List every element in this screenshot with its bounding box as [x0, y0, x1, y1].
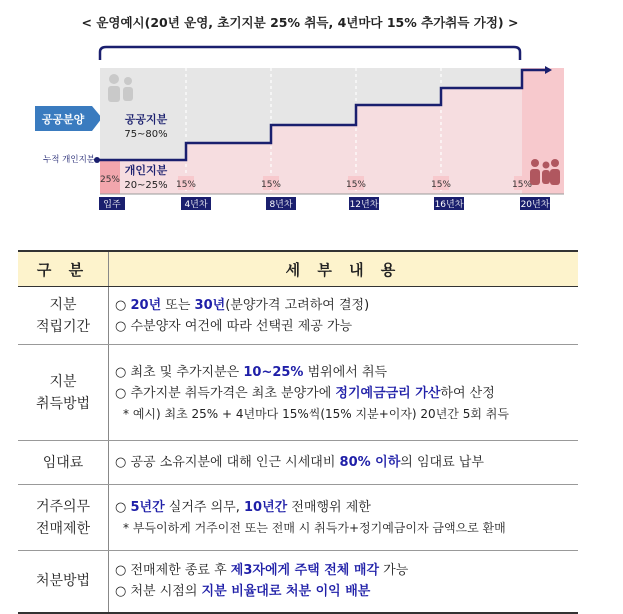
table-row — [18, 287, 578, 345]
step-pct-label: 15% — [345, 180, 367, 190]
step-pct-label: 15% — [511, 180, 533, 190]
detail-text: 추가지분 취득가격은 최초 분양가에 — [130, 385, 336, 401]
row-details — [109, 485, 579, 551]
period-label: 8년차 — [269, 200, 293, 210]
detail-text: 의 임대료 납부 — [400, 455, 484, 470]
bullet-icon: ○ — [115, 563, 131, 579]
row-details — [109, 551, 579, 613]
table-header-row — [18, 251, 578, 287]
step-pct-label: 15% — [175, 180, 197, 190]
row-category-line: 전매제한 — [35, 520, 91, 537]
detail-line — [115, 362, 578, 383]
period-label: 12년차 — [349, 200, 379, 210]
row-category — [18, 287, 109, 345]
detail-text: 하여 산정 — [440, 385, 495, 401]
header-category: 구 분 — [18, 251, 109, 287]
row-category-line: 취득방법 — [35, 395, 91, 412]
bullet-icon: ○ — [115, 500, 131, 515]
row-category — [18, 485, 109, 551]
period-label: 20년차 — [520, 200, 550, 210]
detail-text: 전매제한 종료 후 — [130, 563, 231, 579]
table-row — [18, 441, 578, 485]
period-label: 4년차 — [184, 200, 208, 210]
row-details — [109, 287, 579, 345]
detail-text: 범위에서 취득 — [303, 364, 388, 380]
detail-text: 가능 — [379, 563, 409, 579]
bullet-icon: ○ — [115, 297, 131, 313]
highlight-text: 제3자에게 주택 전체 매각 — [230, 563, 380, 579]
detail-line — [115, 560, 578, 581]
detail-line — [115, 452, 578, 473]
highlight-text: 10~25% — [243, 364, 304, 380]
step-pct-label: 15% — [260, 180, 282, 190]
bullet-icon: ○ — [115, 385, 131, 401]
highlight-text: 5년간 — [130, 500, 165, 515]
cumulative-private-label: 누적 개인지분 — [43, 155, 95, 165]
highlight-text: 20년 — [130, 297, 162, 313]
table-body — [18, 287, 578, 613]
bullet-icon: ○ — [115, 318, 131, 334]
table-row — [18, 551, 578, 613]
private-share-label: 개인지분 — [124, 164, 168, 177]
detail-text: 최초 및 추가지분은 — [130, 364, 244, 380]
bullet-icon: ○ — [115, 584, 131, 600]
row-category-line: 임대료 — [42, 454, 84, 471]
row-category — [18, 345, 109, 441]
public-sale-tag-label: 공공분양 — [41, 113, 85, 126]
detail-line — [115, 295, 578, 316]
row-category-line: 적립기간 — [35, 318, 91, 335]
detail-text: 처분 시점의 — [130, 584, 202, 600]
detail-note: * 부득이하게 거주이전 또는 전매 시 취득가+정기예금이자 금액으로 환매 — [123, 521, 506, 535]
row-details — [109, 345, 579, 441]
row-category — [18, 441, 109, 485]
detail-note: * 예시) 최초 25% + 4년마다 15%씩(15% 지분+이자) 20년간 5회 취득 — [123, 406, 509, 421]
highlight-text: 10년간 — [243, 500, 288, 515]
public-share-label: 공공지분 — [124, 113, 168, 126]
public-share-pct: 75~80% — [124, 129, 168, 140]
row-category-line: 지분 — [49, 296, 77, 313]
details-table — [18, 250, 578, 614]
detail-line — [115, 316, 578, 337]
period-axis — [99, 194, 564, 210]
bullet-icon: ○ — [115, 364, 131, 380]
detail-text: 수분양자 여건에 따라 선택권 제공 가능 — [130, 318, 353, 334]
detail-text: (분양가격 고려하여 결정) — [225, 297, 370, 313]
period-label: 입주 — [103, 200, 121, 210]
detail-line — [115, 581, 578, 602]
family-icon — [530, 159, 560, 185]
operation-example-diagram — [0, 0, 623, 240]
period-brace — [100, 47, 520, 60]
row-category — [18, 551, 109, 613]
detail-text: 실거주 의무, — [164, 500, 244, 515]
highlight-text: 80% 이하 — [339, 455, 401, 470]
detail-text: 전매행위 제한 — [287, 500, 371, 515]
initial-pct-label: 25% — [99, 175, 121, 185]
private-share-pct: 20~25% — [124, 180, 168, 191]
header-details: 세 부 내 용 — [109, 251, 579, 287]
table-row — [18, 485, 578, 551]
diagram-title: < 운영예시(20년 운영, 초기지분 25% 취득, 4년마다 15% 추가취득 가정) > — [81, 15, 519, 30]
detail-text: 또는 — [161, 297, 195, 313]
bullet-icon: ○ — [115, 455, 131, 470]
detail-line — [115, 383, 578, 404]
highlight-text: 정기예금금리 가산 — [335, 385, 441, 401]
row-category-line: 거주의무 — [35, 498, 91, 515]
row-details — [109, 441, 579, 485]
period-label: 16년차 — [434, 200, 464, 210]
highlight-text: 지분 비율대로 처분 이익 배분 — [201, 584, 371, 600]
step-pct-label: 15% — [430, 180, 452, 190]
row-category-line: 지분 — [49, 373, 77, 390]
table-row — [18, 345, 578, 441]
detail-text: 공공 소유지분에 대해 인근 시세대비 — [130, 455, 340, 470]
row-category-line: 처분방법 — [35, 573, 91, 590]
detail-line — [115, 497, 578, 518]
highlight-text: 30년 — [194, 297, 226, 313]
